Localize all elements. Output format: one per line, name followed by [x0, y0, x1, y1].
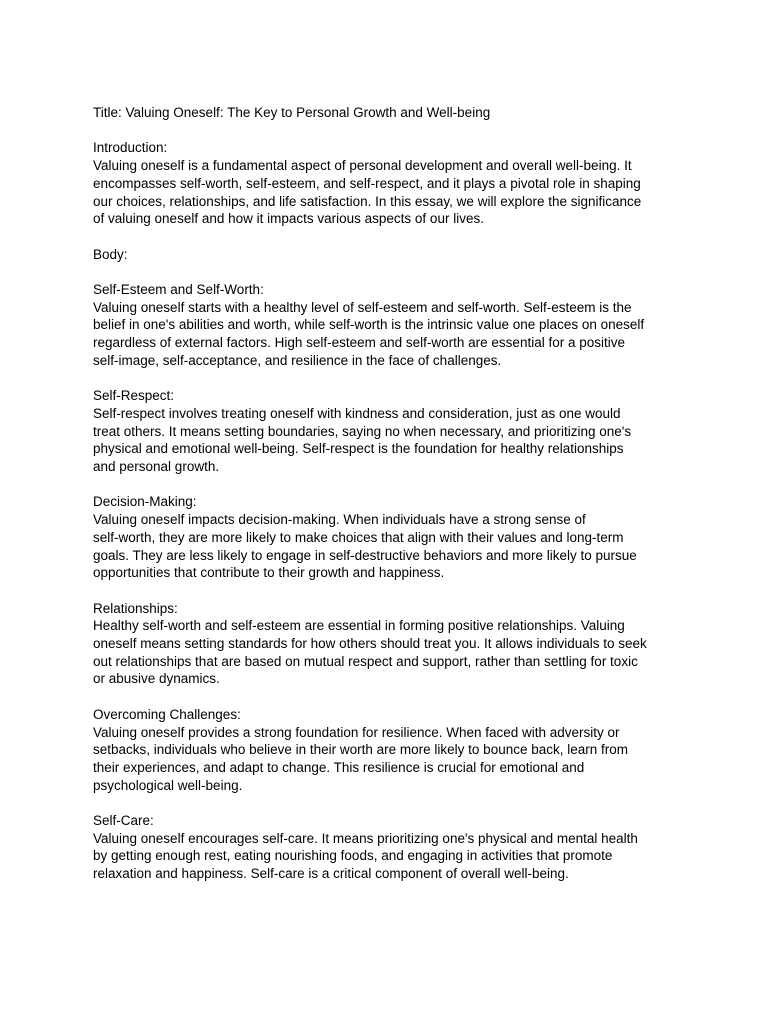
- paragraph-line: relaxation and happiness. Self-care is a critical component of overall well-being.: [93, 866, 569, 882]
- paragraph-line: Valuing oneself encourages self-care. It means prioritizing one's physical and mental health: [93, 830, 638, 846]
- paragraph-line: encompasses self-worth, self-esteem, and self-respect, and it plays a pivotal role in shaping: [93, 175, 641, 191]
- paragraph-line: our choices, relationships, and life satisfaction. In this essay, we will explore the significance: [93, 193, 642, 209]
- paragraph-line: self-worth, they are more likely to make choices that align with their values and long-term: [93, 529, 624, 545]
- paragraph-line: treat others. It means setting boundaries, saying no when necessary, and prioritizing one's: [93, 423, 632, 439]
- paragraph-line: Valuing oneself provides a strong foundation for resilience. When faced with adversity or: [93, 724, 620, 740]
- paragraph-line: of valuing oneself and how it impacts various aspects of our lives.: [93, 211, 484, 227]
- document-body: [93, 104, 693, 883]
- spacer: [93, 263, 693, 281]
- paragraph-line: Self-respect involves treating oneself with kindness and consideration, just as one would: [93, 405, 621, 421]
- paragraph-line: out relationships that are based on mutual respect and support, rather than settling for toxic: [93, 653, 638, 669]
- paragraph-line: self-image, self-acceptance, and resilience in the face of challenges.: [93, 352, 502, 368]
- paragraph-line: oneself means setting standards for how others should treat you. It allows individuals to seek: [93, 636, 647, 651]
- spacer: [93, 370, 693, 388]
- paragraph-line: goals. They are less likely to engage in self-destructive behaviors and more likely to pursue: [93, 547, 637, 563]
- paragraph-line: Valuing oneself is a fundamental aspect of personal development and overall well-being. It: [93, 158, 632, 174]
- paragraph-line: setbacks, individuals who believe in their worth are more likely to bounce back, learn from: [93, 742, 629, 758]
- paragraph-line: regardless of external factors. High self-esteem and self-worth are essential for a positive: [93, 335, 625, 351]
- spacer: [93, 794, 693, 812]
- paragraph-line: their experiences, and adapt to change. This resilience is crucial for emotional and: [93, 759, 585, 775]
- section-heading-body: Body:: [93, 246, 128, 262]
- paragraph-line: Valuing oneself starts with a healthy level of self-esteem and self-worth. Self-esteem is the: [93, 299, 632, 315]
- paragraph-line: and personal growth.: [93, 459, 220, 474]
- paragraph-line: Healthy self-worth and self-esteem are essential in forming positive relationships. Valuing: [93, 618, 625, 634]
- section-heading-self-care: Self-Care:: [93, 813, 154, 828]
- paragraph-line: belief in one's abilities and worth, while self-worth is the intrinsic value one places on oneself: [93, 317, 645, 333]
- section-heading-introduction: Introduction:: [93, 140, 168, 156]
- spacer: [93, 582, 693, 600]
- section-heading-decision-making: Decision-Making:: [93, 494, 197, 510]
- spacer: [93, 688, 693, 706]
- section-heading-relationships: Relationships:: [93, 600, 178, 616]
- paragraph-line: physical and emotional well-being. Self-respect is the foundation for healthy relationships: [93, 441, 624, 457]
- spacer: [93, 122, 693, 140]
- paragraph-line: Valuing oneself impacts decision-making. When individuals have a strong sense of: [93, 512, 586, 528]
- paragraph-line: by getting enough rest, eating nourishing foods, and engaging in activities that promote: [93, 848, 613, 864]
- section-heading-self-esteem: Self-Esteem and Self-Worth:: [93, 281, 264, 297]
- paragraph-line: opportunities that contribute to their growth and happiness.: [93, 565, 445, 581]
- section-heading-self-respect: Self-Respect:: [93, 388, 175, 404]
- spacer: [93, 476, 693, 494]
- section-heading-overcoming-challenges: Overcoming Challenges:: [93, 706, 241, 722]
- paragraph-line: or abusive dynamics.: [93, 671, 220, 687]
- document-title: Title: Valuing Oneself: The Key to Personal Growth and Well-being: [93, 105, 491, 120]
- spacer: [93, 228, 693, 246]
- paragraph-line: psychological well-being.: [93, 777, 243, 793]
